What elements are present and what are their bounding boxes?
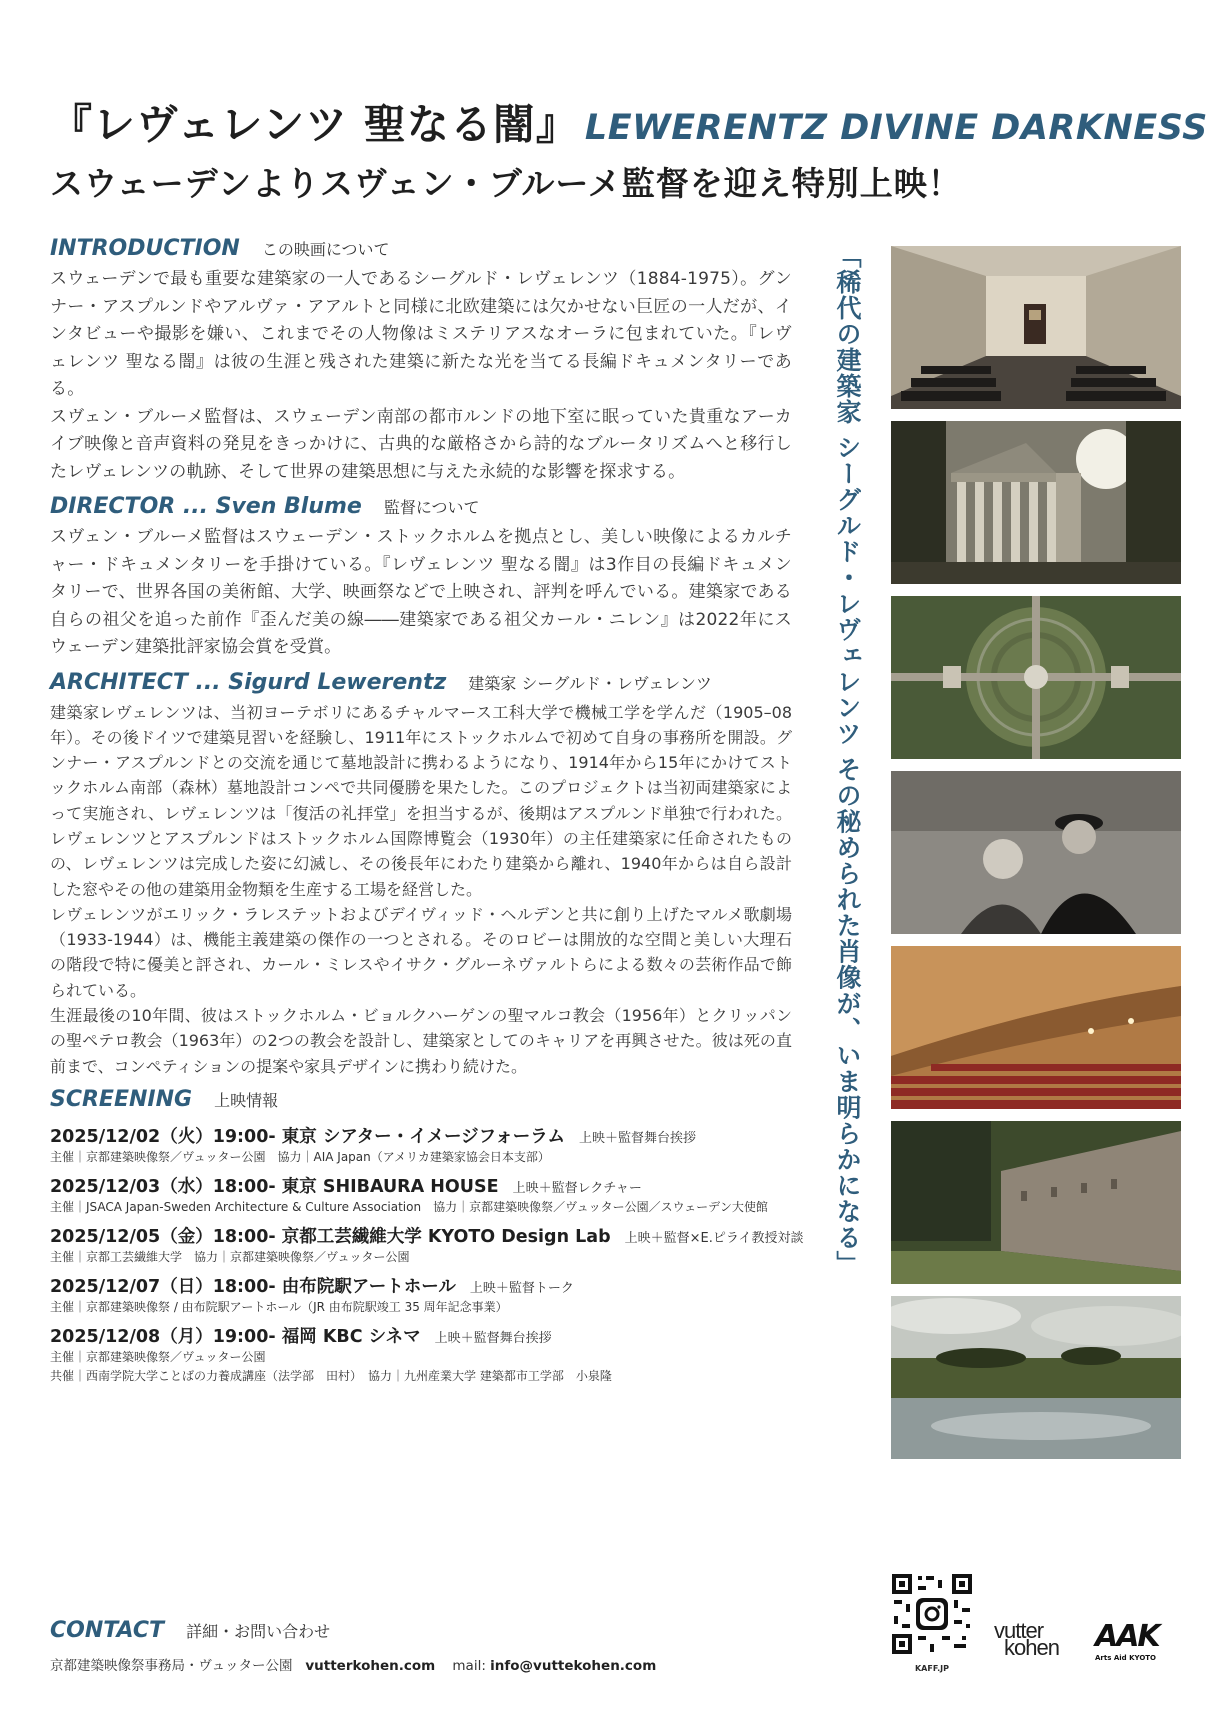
- temple-portico-photo: [891, 421, 1181, 584]
- photo-column: [891, 246, 1181, 1471]
- page-title: [50, 92, 1208, 152]
- theatre-interior-photo: [891, 946, 1181, 1109]
- contact-heading: CONTACT 詳細・お問い合わせ: [50, 1618, 331, 1643]
- title-japanese: 『レヴェレンツ 聖なる闇』: [50, 100, 579, 149]
- aerial-garden-photo: [891, 596, 1181, 759]
- title-english: LEWERENTZ DIVINE DARKNESS: [584, 108, 1208, 148]
- director-paragraph: スヴェン・ブルーメ監督はスウェーデン・ストックホルムを拠点とし、美しい映像によるカルチャー・ドキュメンタリーを手掛けている。『レヴェレンツ 聖なる闇』は3作目の長編ドキュメンタリーで、世界各国の美術館、大学、映画祭などで上映され、評判を呼んでいる。建築家である自らの祖父を追った前作『歪んだ美の線――建築家である祖父カール・ニレン』は2022年にスウェーデン建築批評家協会賞を受賞。: [50, 527, 792, 657]
- logo-area: [890, 1572, 1190, 1672]
- introduction-paragraph-2: スヴェン・ブルーメ監督は、スウェーデン南部の都市ルンドの地下室に眠っていた貴重なアーカイブ映像と音声資料の発見をきっかけに、古典的な厳格さから詩的なブルータリズムへと移行したレヴェレンツの軌跡、そして世界の建築思想に与えた永続的な影響を探求する。: [50, 406, 792, 482]
- architect-paragraph-3: 生涯最後の10年間、彼はストックホルム・ビョルクハーゲンの聖マルコ教会（1956年）とクリッパンの聖ペテロ教会（1963年）の2つの教会を設計し、建築家としてのキャリアを再興させた。彼は死の直前まで、コンペティションの提案や家具デザインに携わり続けた。: [50, 1006, 792, 1076]
- contact-organizer: 京都建築映像祭事務局・ヴュッター公園: [50, 1658, 293, 1674]
- screening-item: 2025/12/02（火）19:00- 東京 シアター・イメージフォーラム 上映＋監督舞台挨拶 主催｜京都建築映像祭／ヴュッター公園 協力｜AIA Japan（アメリカ建築家協会日本支部）: [50, 1126, 697, 1164]
- qr-code[interactable]: [890, 1572, 974, 1673]
- screening-item: 2025/12/08（月）19:00- 福岡 KBC シネマ 上映＋監督舞台挨拶 主催｜京都建築映像祭／ヴュッター公園 共催｜西南学院大学ことばの力養成講座（法学部 田村） 協力｜九州産業大学 建築都市工学部 小泉隆: [50, 1326, 612, 1383]
- arts-aid-kyoto-logo: AAK Arts Aid KYOTO: [1095, 1619, 1159, 1662]
- architect-paragraph-1: 建築家レヴェレンツは、当初ヨーテボリにあるチャルマース工科大学で機械工学を学んだ（1905–08年）。その後ドイツで建築見習いを経験し、1911年にストックホルムで初めて自身の事務所を開設。グンナー・アスプルンドとの交流を通じて墓地設計に携わるようになり、1914年から15年にかけてストックホルム南部（森林）墓地設計コンペで共同優勝を果たした。このプロジェクトは当初両建築家によって実施され、レヴェレンツは「復活の礼拝堂」を担当するが、後期はアスプルンド単独で行われた。レヴェレンツとアスプルンドはストックホルム国際博覧会（1930年）の主任建築家に任命されたものの、レヴェレンツは完成した姿に幻滅し、その後長年にわたり建築から離れ、1940年からは自ら設計した窓やその他の建築用金物類を生産する工場を経営した。: [50, 702, 792, 899]
- screening-item: 2025/12/07（日）18:00- 由布院駅アートホール 上映＋監督トーク 主催｜京都建築映像祭 / 由布院駅アートホール（JR 由布院駅竣工 35 周年記念事業）: [50, 1276, 574, 1314]
- brick-church-photo: [891, 1121, 1181, 1284]
- chapel-interior-photo: [891, 246, 1181, 409]
- main-column: [50, 236, 804, 1386]
- architect-heading: ARCHITECT ... Sigurd Lewerentz 建築家 シーグルド・レヴェレンツ: [50, 669, 712, 695]
- qr-caption: KAFF.JP: [914, 1664, 950, 1673]
- contact-section: [50, 1618, 656, 1674]
- contact-mail-label: mail:: [452, 1658, 486, 1674]
- archive-portrait-photo: [891, 771, 1181, 934]
- architect-paragraph-2: レヴェレンツがエリック・ラレステットおよびデイヴィッド・ヘルデンと共に創り上げたマルメ歌劇場（1933-1944）は、機能主義建築の傑作の一つとされる。そのロビーは開放的な空間と美しい大理石の階段で特に優美と評され、カール・ミレスやイサク・グルーネヴァルトらによる数々の芸術作品で飾られている。: [50, 904, 792, 1000]
- director-heading: DIRECTOR ... Sven Blume 監督について: [50, 494, 480, 519]
- screening-heading: SCREENING 上映情報: [50, 1086, 279, 1112]
- screening-item: 2025/12/03（水）18:00- 東京 SHIBAURA HOUSE 上映＋監督レクチャー 主催｜JSACA Japan-Sweden Architecture & Culture Association 協力｜京都建築映像祭／ヴュッター公園／スウェーデン大使館: [50, 1176, 768, 1214]
- contact-line: [50, 1654, 656, 1674]
- introduction-paragraph-1: スウェーデンで最も重要な建築家の一人であるシーグルド・レヴェレンツ（1884-1975）。グンナー・アスプルンドやアルヴァ・アアルトと同様に北欧建築には欠かせない巨匠の一人だが、インタビューや撮影を嫌い、これまでその人物像はミステリアスなオーラに包まれていた。『レヴェレンツ 聖なる闇』は彼の生涯と残された建築に新たな光を当てる長編ドキュメンタリーである。: [50, 269, 792, 399]
- screening-item: 2025/12/05（金）18:00- 京都工芸繊維大学 KYOTO Design Lab 上映＋監督×E.ピライ教授対談 主催｜京都工芸繊維大学 協力｜京都建築映像祭／ヴュッター公園: [50, 1226, 804, 1264]
- introduction-heading: INTRODUCTION この映画について: [50, 236, 390, 261]
- contact-website-link[interactable]: vutterkohen.com: [305, 1658, 436, 1674]
- page-subtitle: スウェーデンよりスヴェン・ブルーメ監督を迎え特別上映！: [50, 164, 962, 203]
- vutter-kohen-logo: vutter kohen: [994, 1618, 1059, 1660]
- landscape-pond-photo: [891, 1296, 1181, 1459]
- contact-email-link[interactable]: info@vuttekohen.com: [490, 1658, 657, 1674]
- vertical-tagline: 「稀代の建築家 シーグルド・レヴェレンツ その秘められた肖像が、いま明らかになる」: [833, 243, 862, 1277]
